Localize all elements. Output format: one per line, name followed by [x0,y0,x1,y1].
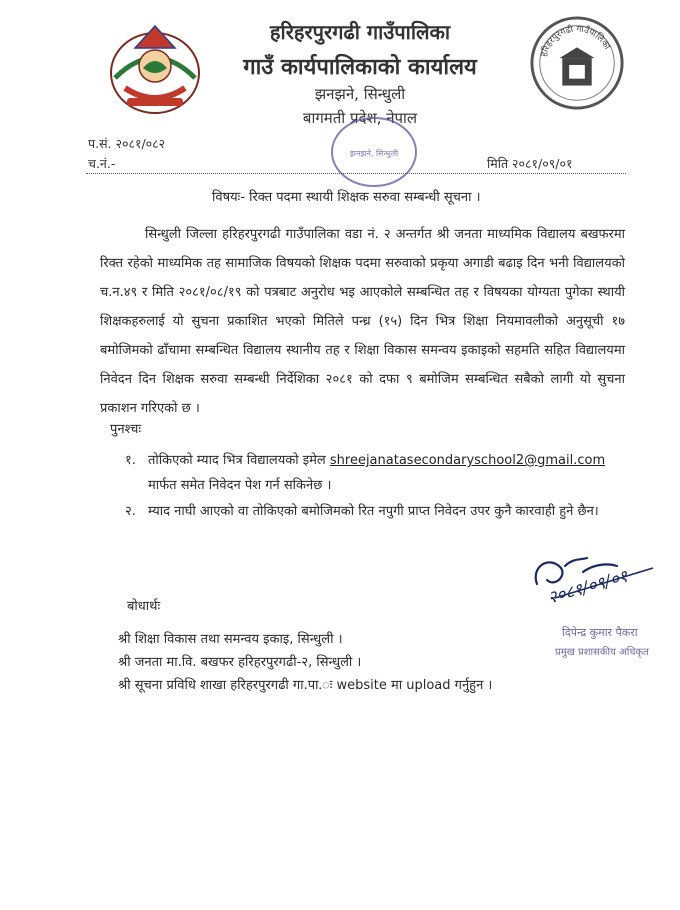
item-number: १. [125,453,136,468]
office-name: गाउँ कार्यपालिकाको कार्यालय [243,55,477,80]
item-text: म्याद नाघी आएको वा तोकिएको बमोजिमको रित नपुगी प्राप्त निवेदन उपर कुनै कारवाही हुने छैन। [148,504,599,519]
copy-recipient: श्री शिक्षा विकास तथा समन्वय इकाइ, सिन्धुली । [118,632,343,647]
notice-body [100,220,625,423]
signatory-title: प्रमुख प्रशासकीय अधिकृत [555,647,649,658]
item-text-post: मार्फत समेत निवेदन पेश गर्न सकिनेछ । [148,478,332,493]
office-province: बागमती प्रदेश, नेपाल [302,109,418,127]
copy-recipient: श्री जनता मा.वि. बखफर हरिहरपुरगढी-२, सिन्धुली । [118,655,362,670]
notice-date: मिति २०८१/०९/०१ [487,156,573,171]
municipality-name: हरिहरपुरगढी गाउँपालिका [269,20,451,44]
signatory-name: दिपेन्द्र कुमार पैकरा [562,626,638,639]
school-email-link[interactable]: shreejanatasecondaryschool2@gmail.com [329,453,606,468]
body-paragraph: सिन्धुली जिल्ला हरिहरपुरगढी गाउँपालिका वडा नं. २ अन्तर्गत श्री जनता माध्यमिक विद्यालय बखफरमा रिक्त रहेको माध्यमिक तह सामाजिक विषयको शिक्षक पदमा सरुवाको प्रकृया अगाडी बढाइ दिन भनी विद्यालयको च.न.४९ र मिति २०८१/०८/१९ को पत्रबाट अनुरोध भइ आएकोले सम्बन्धित तह र विषयका योग्यता पुगेका स्थायी शिक्षकहरुलाई यो सुचना प्रकाशित भएको मितिले पन्ध्र (१५) दिन भित्र शिक्षा नियमावलीको अनुसूची १७ बमोजिमको ढाँचामा सम्बन्धित विद्यालय स्थानीय तह र शिक्षा विकास समन्वय इकाइको सहमति सहित विद्यालयमा निवेदन दिन शिक्षक सरुवा सम्बन्धी निर्देशिका २०८१ को दफा ९ बमोजिम सम्बन्धित सबैको लागी यो सुचना प्रकाशन गरिएको छ । [100,227,625,416]
nepal-government-emblem-icon [105,18,205,118]
signature-date: २०८१/०९/०१ [545,566,631,609]
dispatch-number: च.नं.- [88,156,116,171]
copy-to-label: बोधार्थः [127,599,161,614]
stamp-text: झनझने, सिन्धुली [349,149,399,158]
postscript-label: पुनश्चः [110,422,142,437]
copy-recipient: श्री सूचना प्रविधि शाखा हरिहरपुरगढी गा.पा.ः website मा upload गर्नुहुन । [118,678,493,693]
seal-text: हरिहरपुरगढी गाउँपालिका [539,24,612,58]
municipality-seal-icon [528,14,626,112]
item-number: २. [125,504,136,519]
office-location: झनझने, सिन्धुली [314,85,406,103]
office-stamp-icon [328,112,420,192]
item-text-pre: तोकिएको म्याद भित्र विद्यालयको इमेल [148,453,330,468]
notice-subject: विषयः- रिक्त पदमा स्थायी शिक्षक सरुवा सम्बन्धी सूचना । [212,190,481,205]
reference-number: प.सं. २०८१/०८२ [88,136,166,151]
item-text [148,448,626,498]
